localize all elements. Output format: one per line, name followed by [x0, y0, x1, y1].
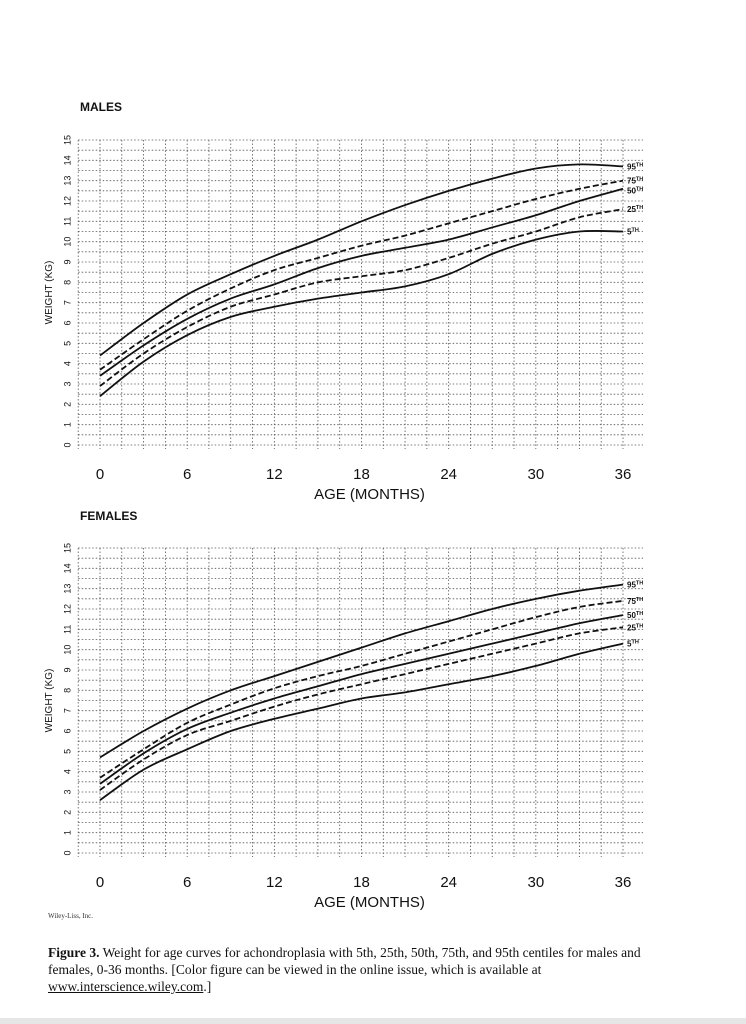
y-tick-label: 5: [62, 340, 73, 346]
y-tick-label: 15: [62, 134, 73, 146]
x-tick-label: 36: [614, 466, 632, 483]
y-tick-label: 1: [62, 422, 73, 428]
y-tick-label: 13: [62, 175, 73, 186]
y-tick-label: 1: [62, 830, 73, 836]
y-tick-label: 7: [62, 300, 73, 306]
caption-link[interactable]: www.interscience.wiley.com: [48, 979, 204, 994]
series-label-25th: 25TH: [627, 623, 644, 633]
x-tick-label: 12: [265, 874, 283, 891]
y-tick-label: 11: [62, 624, 73, 635]
y-axis-label: WEIGHT (KG): [44, 668, 55, 733]
series-label-75th: 75TH: [627, 596, 644, 606]
x-axis-label: AGE (MONTHS): [314, 486, 425, 503]
series-label-5th: 5TH: [627, 227, 639, 237]
y-tick-label: 9: [62, 259, 73, 265]
y-tick-label: 4: [62, 361, 73, 367]
series-label-25th: 25TH: [627, 205, 644, 215]
y-tick-label: 9: [62, 667, 73, 673]
publisher-credit: Wiley-Liss, Inc.: [48, 912, 94, 920]
series-label-95th: 95TH: [627, 580, 644, 590]
y-tick-label: 0: [62, 442, 73, 448]
page-bottom-bar: [0, 1018, 746, 1024]
y-tick-label: 10: [62, 236, 73, 247]
x-tick-label: 24: [440, 874, 458, 891]
x-tick-label: 30: [527, 466, 545, 483]
y-tick-label: 6: [62, 320, 73, 326]
x-tick-label: 24: [440, 466, 458, 483]
y-tick-label: 14: [62, 563, 73, 574]
y-tick-label: 8: [62, 279, 73, 285]
x-tick-label: 18: [353, 466, 370, 483]
y-tick-label: 3: [62, 789, 73, 795]
caption-text: Weight for age curves for achondroplasia with 5th, 25th, 50th, 75th, and 95th centiles for males and females, 0-36 months. [Color figure can be viewed in the online issue, which is available at: [48, 945, 641, 977]
y-tick-label: 3: [62, 381, 73, 387]
y-tick-label: 8: [62, 687, 73, 693]
females-chart-title: FEMALES: [80, 509, 138, 523]
series-line-75th: [100, 181, 623, 370]
females-weight-chart: [0, 528, 746, 918]
y-tick-label: 4: [62, 769, 73, 775]
y-tick-label: 12: [62, 603, 73, 615]
y-tick-label: 13: [62, 583, 73, 594]
y-tick-label: 2: [62, 809, 73, 815]
x-tick-label: 18: [353, 874, 370, 891]
y-tick-label: 10: [62, 644, 73, 655]
x-tick-label: 30: [527, 874, 545, 891]
series-label-5th: 5TH: [627, 639, 639, 649]
y-tick-label: 6: [62, 728, 73, 734]
series-label-50th: 50TH: [627, 611, 644, 621]
caption-label: Figure 3.: [48, 945, 100, 960]
x-tick-label: 0: [95, 874, 105, 891]
y-tick-label: 5: [62, 748, 73, 754]
grid: [78, 140, 643, 449]
y-tick-label: 11: [62, 216, 73, 227]
males-weight-chart: [0, 120, 746, 510]
x-tick-label: 12: [265, 466, 283, 483]
series-label-95th: 95TH: [627, 162, 644, 172]
x-axis-label: AGE (MONTHS): [314, 894, 425, 911]
x-tick-label: 0: [95, 466, 105, 483]
y-tick-label: 14: [62, 155, 73, 166]
y-tick-label: 7: [62, 708, 73, 714]
caption-end: .]: [203, 979, 212, 994]
y-tick-label: 0: [62, 850, 73, 856]
x-tick-label: 6: [182, 874, 192, 891]
y-axis-label: WEIGHT (KG): [44, 260, 55, 325]
figure-caption: [48, 944, 688, 995]
series-label-50th: 50TH: [627, 186, 644, 196]
y-tick-label: 2: [62, 401, 73, 407]
y-tick-label: 15: [62, 542, 73, 554]
males-chart-title: MALES: [80, 100, 122, 114]
y-tick-label: 12: [62, 195, 73, 207]
x-tick-label: 36: [614, 874, 632, 891]
series-label-75th: 75TH: [627, 176, 644, 186]
x-tick-label: 6: [182, 466, 192, 483]
